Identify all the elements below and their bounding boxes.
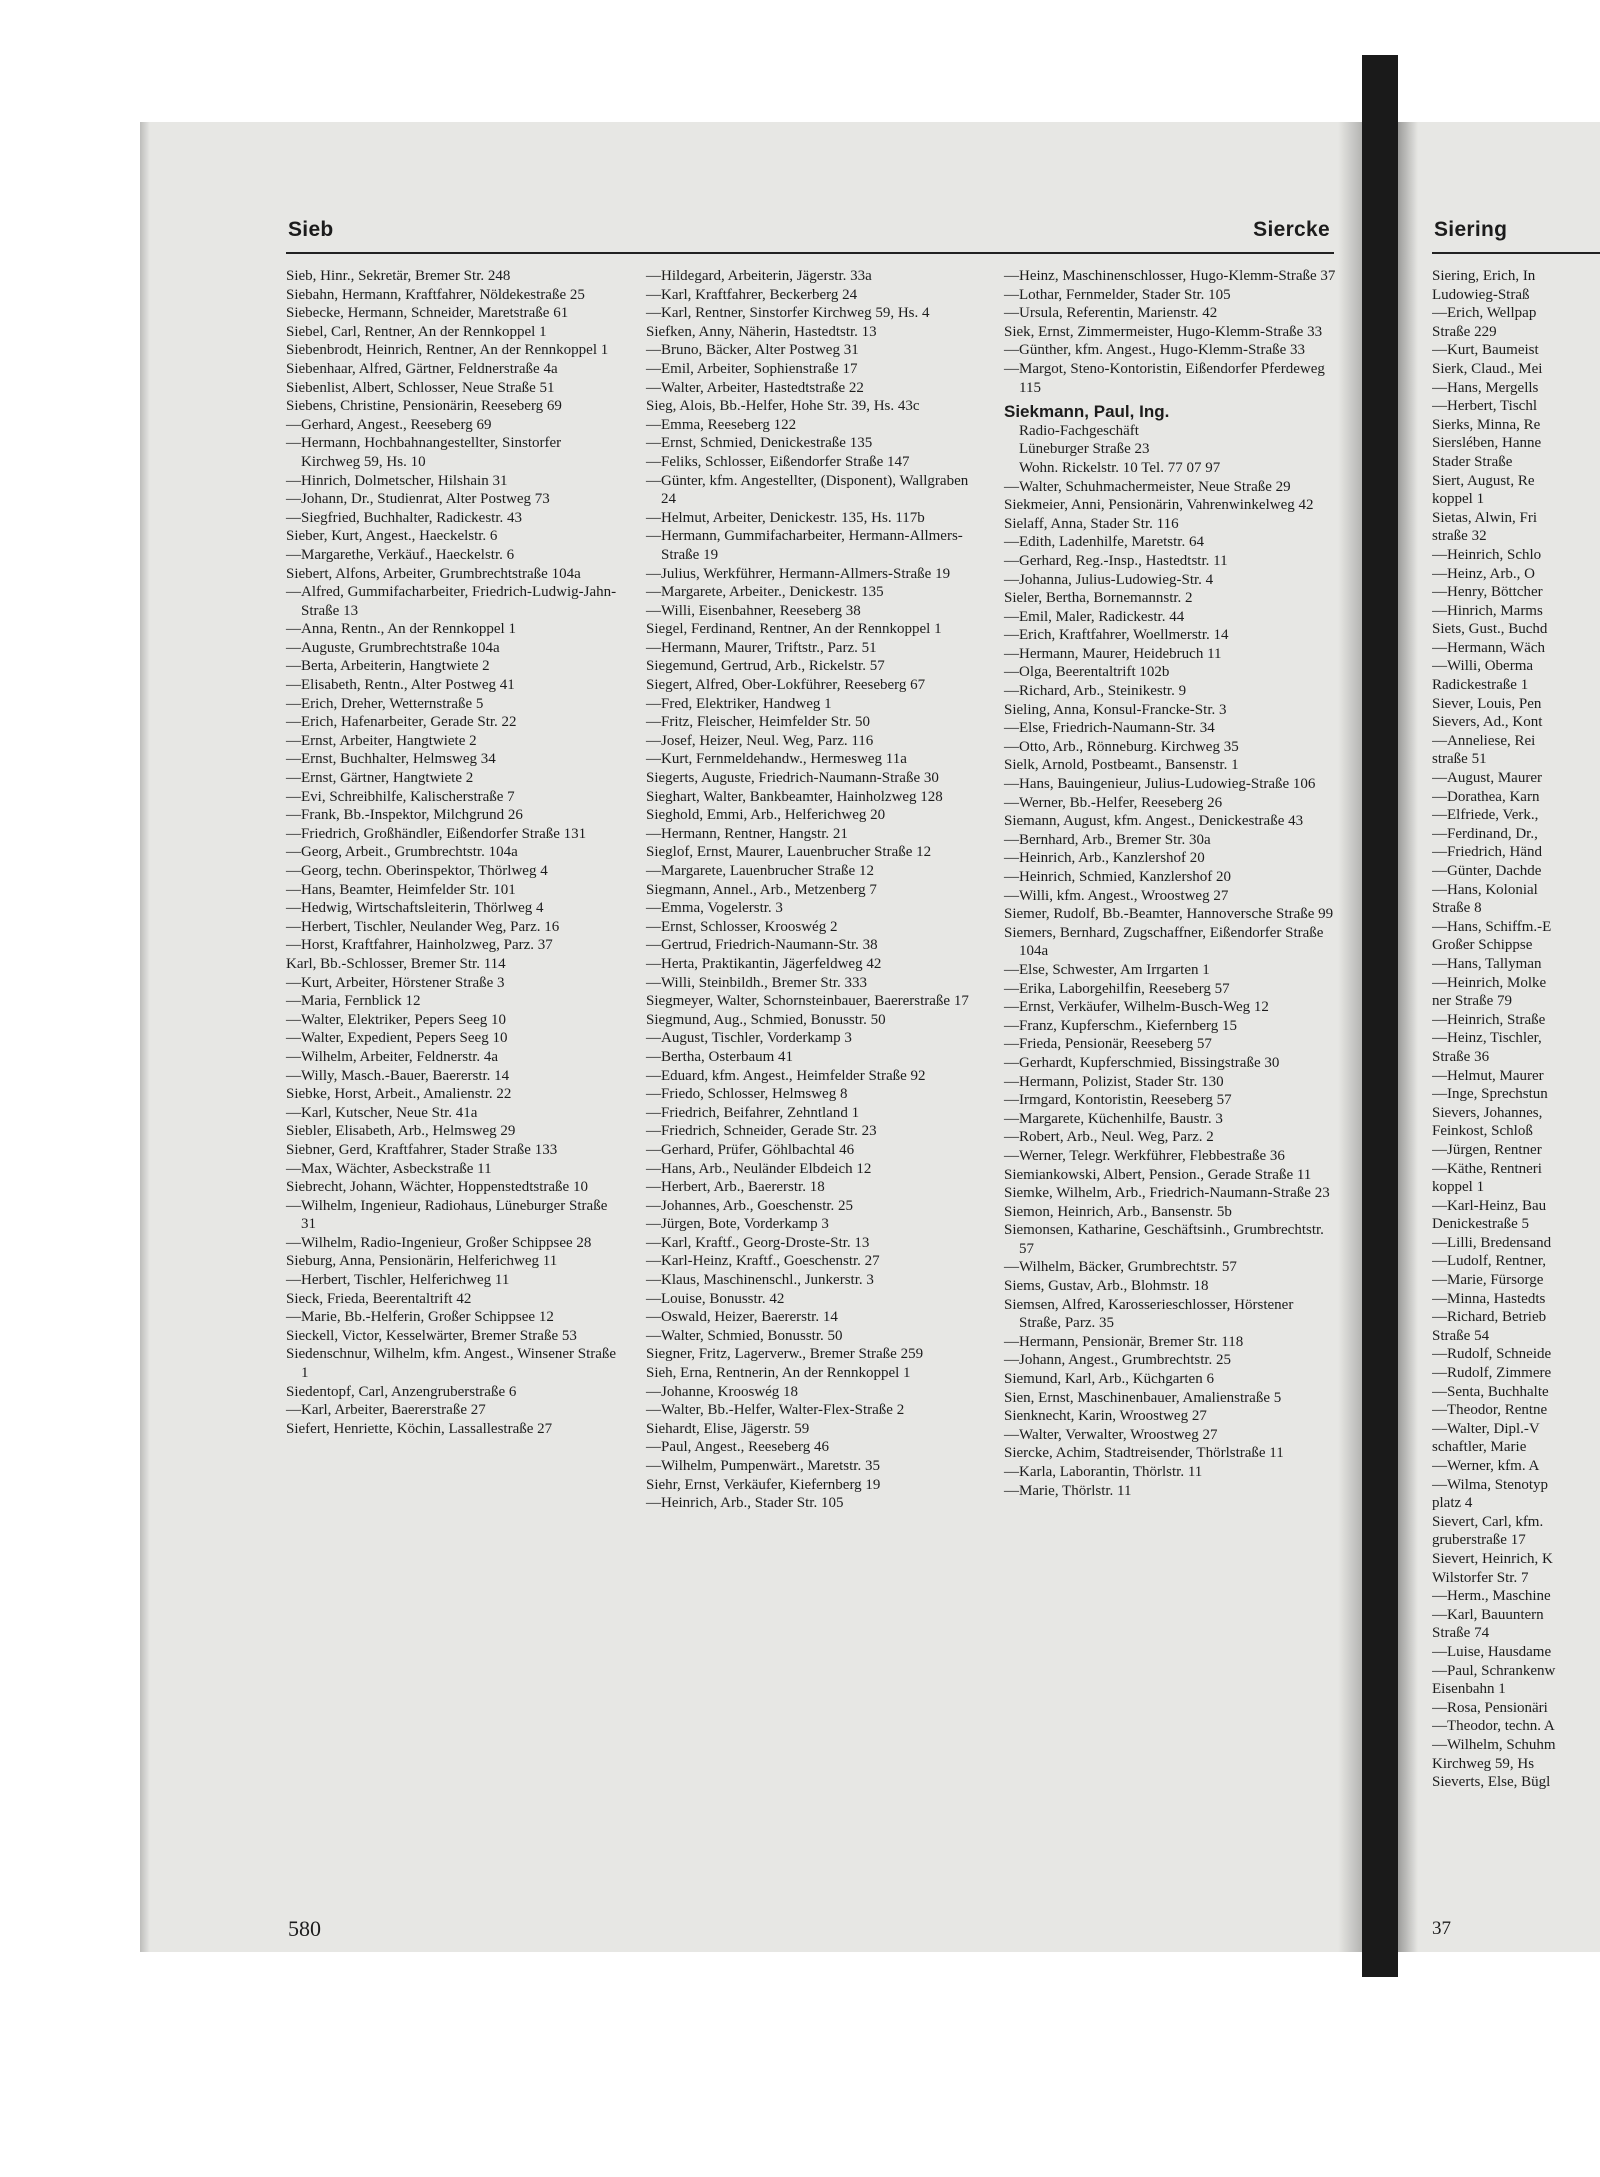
directory-entry: Wohn. Rickelstr. 10 Tel. 77 07 97 xyxy=(1019,459,1221,476)
directory-entry: Siegerts, Auguste, Friedrich-Naumann-Straße 30 xyxy=(646,770,939,787)
directory-entry: Siemers, Bernhard, Zugschaffner, Eißendorfer Straße 104a xyxy=(1004,924,1324,960)
directory-entry: —Karl, Kraftfahrer, Beckerberg 24 xyxy=(646,286,858,303)
directory-entry: —Feliks, Schlosser, Eißendorfer Straße 147 xyxy=(646,453,910,470)
directory-entry: —Walter, Schmied, Bonusstr. 50 xyxy=(646,1327,843,1344)
directory-entry: —Hans, Beamter, Heimfelder Str. 101 xyxy=(286,881,516,898)
directory-entry: —Hinrich, Dolmetscher, Hilshain 31 xyxy=(286,472,508,489)
directory-entry: —Kurt, Arbeiter, Hörstener Straße 3 xyxy=(286,974,505,991)
directory-entry: —Emil, Arbeiter, Sophienstraße 17 xyxy=(646,360,858,377)
directory-entry: —Heinz, Arb., O xyxy=(1432,565,1535,582)
directory-entry: Stader Straße xyxy=(1432,453,1513,470)
directory-entry: —Walter, Elektriker, Pepers Seeg 10 xyxy=(286,1011,507,1028)
directory-entry: —Ferdinand, Dr., xyxy=(1432,825,1538,842)
directory-entry: —Ursula, Referentin, Marienstr. 42 xyxy=(1004,305,1218,322)
directory-entry: —Helmut, Maurer xyxy=(1432,1067,1544,1084)
directory-entry: —Elisabeth, Rentn., Alter Postweg 41 xyxy=(286,677,515,694)
directory-entry: —Marie, Fürsorge xyxy=(1432,1272,1544,1289)
directory-entry: Sieburg, Anna, Pensionärin, Helferichweg 11 xyxy=(286,1253,558,1270)
directory-entry: Sieler, Bertha, Bornemannstr. 2 xyxy=(1004,590,1193,607)
directory-entry: Siemon, Heinrich, Arb., Bansenstr. 5b xyxy=(1004,1203,1232,1220)
directory-entry: —Erich, Dreher, Wetternstraße 5 xyxy=(286,695,484,712)
directory-entry: straße 51 xyxy=(1432,751,1487,768)
directory-entry: —Heinrich, Arb., Stader Str. 105 xyxy=(646,1495,844,1512)
directory-entry: —Luise, Hausdame xyxy=(1432,1643,1552,1660)
directory-entry: Sieb, Hinr., Sekretär, Bremer Str. 248 xyxy=(286,268,511,284)
directory-entry: —Olga, Beerentaltrift 102b xyxy=(1004,664,1170,681)
directory-entry: —Ernst, Gärtner, Hangtwiete 2 xyxy=(286,770,474,787)
directory-entry: Wilstorfer Str. 7 xyxy=(1432,1569,1529,1586)
directory-entry: —Hedwig, Wirtschaftsleiterin, Thörlweg 4 xyxy=(286,900,544,917)
directory-entry: —Lothar, Fernmelder, Stader Str. 105 xyxy=(1004,286,1231,303)
directory-entry: —Karl-Heinz, Kraftf., Goeschenstr. 27 xyxy=(646,1253,880,1270)
directory-entry: koppel 1 xyxy=(1432,491,1485,508)
directory-entry: Siegert, Alfred, Ober-Lokführer, Reeseberg 67 xyxy=(646,677,926,694)
directory-entry: —Hans, Arb., Neuländer Elbdeich 12 xyxy=(646,1160,872,1177)
directory-entry: —Josef, Heizer, Neul. Weg, Parz. 116 xyxy=(646,732,874,749)
directory-entry: Siefert, Henriette, Köchin, Lassallestraße 27 xyxy=(286,1420,553,1437)
directory-entry: Siemann, August, kfm. Angest., Denickestraße 43 xyxy=(1004,813,1304,830)
directory-entry: —Herm., Maschine xyxy=(1432,1588,1551,1605)
directory-entry: Kirchweg 59, Hs xyxy=(1432,1755,1535,1772)
directory-entry: —Herta, Praktikantin, Jägerfeldweg 42 xyxy=(646,955,882,972)
directory-entry: —Rosa, Pensionäri xyxy=(1432,1699,1548,1716)
directory-entry: Radio-Fachgeschäft xyxy=(1019,422,1139,439)
directory-entry: Radickestraße 1 xyxy=(1432,677,1529,694)
directory-entry: straße 32 xyxy=(1432,528,1487,545)
directory-entry: —Johann, Dr., Studienrat, Alter Postweg 73 xyxy=(286,491,550,508)
column-3-upper-entries xyxy=(1004,267,1336,397)
directory-entry: —Walter, Schuhmachermeister, Neue Straße 29 xyxy=(1004,478,1291,495)
directory-entry: —Fred, Elektriker, Handweg 1 xyxy=(646,695,832,712)
directory-entry: Siemer, Rudolf, Bb.-Beamter, Hannoversche Straße 99 xyxy=(1004,906,1334,923)
directory-entry: —Wilhelm, Schuhm xyxy=(1432,1736,1556,1753)
directory-entry: —Friedrich, Schneider, Gerade Str. 23 xyxy=(646,1123,877,1140)
directory-entry: —August, Maurer xyxy=(1432,770,1542,787)
directory-entry: —Wilma, Stenotyp xyxy=(1432,1476,1549,1493)
directory-entry: —Helmut, Arbeiter, Denickestr. 135, Hs. 117b xyxy=(646,509,925,526)
directory-entry: —Emma, Reeseberg 122 xyxy=(646,416,797,433)
directory-entry: —Günther, kfm. Angest., Hugo-Klemm-Straße 33 xyxy=(1004,342,1306,359)
directory-entry: —Heinz, Maschinenschlosser, Hugo-Klemm-Straße 37 xyxy=(1004,268,1336,284)
directory-entry: —Bernhard, Arb., Bremer Str. 30a xyxy=(1004,831,1211,848)
directory-entry: —Walter, Dipl.-V xyxy=(1432,1420,1540,1437)
directory-entry: —Erika, Laborgehilfin, Reeseberg 57 xyxy=(1004,980,1230,997)
directory-entry: Sierks, Minna, Re xyxy=(1432,416,1541,433)
directory-entry: —Rudolf, Schneide xyxy=(1432,1346,1552,1363)
directory-entry: Sievers, Ad., Kont xyxy=(1432,714,1543,731)
directory-entry: Straße 36 xyxy=(1432,1048,1490,1065)
directory-entry: —Senta, Buchhalte xyxy=(1432,1383,1549,1400)
book-gutter xyxy=(1362,55,1398,1977)
directory-entry: —Herbert, Arb., Baererstr. 18 xyxy=(646,1179,825,1196)
directory-entry: Sielaff, Anna, Stader Str. 116 xyxy=(1004,515,1179,532)
directory-entry: Sierk, Claud., Mei xyxy=(1432,360,1543,377)
directory-entry: Siek, Ernst, Zimmermeister, Hugo-Klemm-Straße 33 xyxy=(1004,323,1323,340)
directory-entry: Sieber, Kurt, Angest., Haeckelstr. 6 xyxy=(286,528,498,545)
directory-entry: —Marie, Thörlstr. 11 xyxy=(1004,1482,1132,1499)
directory-entry: —Johanne, Krooswég 18 xyxy=(646,1383,799,1400)
directory-entry: —Siegfried, Buchhalter, Radickestr. 43 xyxy=(286,509,523,526)
directory-entry: —Margarete, Arbeiter., Denickestr. 135 xyxy=(646,584,884,601)
directory-entry: —August, Tischler, Vorderkamp 3 xyxy=(646,1030,852,1047)
directory-entry: —Paul, Angest., Reeseberg 46 xyxy=(646,1439,830,1456)
running-head-right: Siercke xyxy=(1253,218,1330,241)
directory-entry: —Margarethe, Verkäuf., Haeckelstr. 6 xyxy=(286,546,515,563)
directory-entry: Siegemund, Gertrud, Arb., Rickelstr. 57 xyxy=(646,658,885,675)
directory-entry: —Hermann, Wäch xyxy=(1432,639,1546,656)
directory-entry: —Kurt, Fernmeldehandw., Hermesweg 11a xyxy=(646,751,907,768)
directory-entry: —Werner, Bb.-Helfer, Reeseberg 26 xyxy=(1004,794,1223,811)
directory-entry: Siegmeyer, Walter, Schornsteinbauer, Baererstraße 17 xyxy=(646,993,969,1010)
directory-entry: Karl, Bb.-Schlosser, Bremer Str. 114 xyxy=(286,955,506,972)
directory-entry: —Frieda, Pensionär, Reeseberg 57 xyxy=(1004,1036,1212,1053)
directory-entry: —Herbert, Tischl xyxy=(1432,398,1537,415)
directory-entry: —Georg, techn. Oberinspektor, Thörlweg 4 xyxy=(286,863,548,879)
directory-entry: Feinkost, Schloß xyxy=(1432,1123,1533,1140)
directory-entry: —Walter, Verwalter, Wroostweg 27 xyxy=(1004,1426,1218,1443)
directory-entry: —Gerhard, Reg.-Insp., Hastedtstr. 11 xyxy=(1004,552,1228,569)
directory-entry: —Johannes, Arb., Goeschenstr. 25 xyxy=(646,1197,854,1214)
directory-entry: —Theodor, techn. A xyxy=(1432,1718,1555,1735)
directory-entry: —Kurt, Baumeist xyxy=(1432,342,1539,359)
directory-entry: Straße 74 xyxy=(1432,1625,1490,1642)
directory-entry: Siedenschnur, Wilhelm, kfm. Angest., Winsener Straße 1 xyxy=(286,1346,617,1382)
directory-entry: Sieghold, Emmi, Arb., Helferichweg 20 xyxy=(646,807,886,824)
directory-entry: Siert, August, Re xyxy=(1432,472,1535,489)
directory-entry: —Gerhardt, Kupferschmied, Bissingstraße 30 xyxy=(1004,1054,1280,1071)
directory-entry: Siebecke, Hermann, Schneider, Maretstraße 61 xyxy=(286,305,569,322)
directory-entry: —Wilhelm, Radio-Ingenieur, Großer Schippsee 28 xyxy=(286,1234,592,1251)
directory-entry: —Hermann, Polizist, Stader Str. 130 xyxy=(1004,1073,1224,1090)
directory-entry: Sien, Ernst, Maschinenbauer, Amalienstraße 5 xyxy=(1004,1389,1282,1406)
directory-entry: Siets, Gust., Buchd xyxy=(1432,621,1548,638)
directory-entry: —Karla, Laborantin, Thörlstr. 11 xyxy=(1004,1464,1203,1480)
directory-entry: —Henry, Böttcher xyxy=(1432,584,1543,601)
directory-entry: —Robert, Arb., Neul. Weg, Parz. 2 xyxy=(1004,1129,1214,1146)
directory-entry: Siebert, Alfons, Arbeiter, Grumbrechtstraße 104a xyxy=(286,565,581,582)
directory-entry: Sieverts, Else, Bügl xyxy=(1432,1774,1551,1791)
directory-entry: —Wilhelm, Arbeiter, Feldnerstr. 4a xyxy=(286,1048,499,1065)
directory-entry: Siebenlist, Albert, Schlosser, Neue Straße 51 xyxy=(286,379,555,396)
directory-entry: —Hermann, Maurer, Triftstr., Parz. 51 xyxy=(646,639,877,656)
directory-entry: —Emma, Vogelerstr. 3 xyxy=(646,900,783,917)
directory-entry: —Walter, Bb.-Helfer, Walter-Flex-Straße 2 xyxy=(646,1402,905,1419)
directory-entry: —Heinz, Tischler, xyxy=(1432,1030,1542,1047)
directory-entry: Sievert, Heinrich, K xyxy=(1432,1550,1553,1567)
directory-entry: —Rudolf, Zimmere xyxy=(1432,1365,1552,1382)
directory-entry: —Wilhelm, Pumpenwärt., Maretstr. 35 xyxy=(646,1458,880,1474)
directory-entry: Siehr, Ernst, Verkäufer, Kiefernberg 19 xyxy=(646,1476,881,1493)
directory-entry: Straße 229 xyxy=(1432,323,1497,340)
directory-entry: —Gerhard, Angest., Reeseberg 69 xyxy=(286,416,492,433)
directory-entry: —Johann, Angest., Grumbrechtstr. 25 xyxy=(1004,1352,1232,1369)
directory-entry: —Herbert, Tischler, Neulander Weg, Parz. 16 xyxy=(286,918,560,935)
directory-entry: —Karl, Kutscher, Neue Str. 41a xyxy=(286,1104,478,1121)
directory-entry: —Heinrich, Arb., Kanzlershof 20 xyxy=(1004,850,1205,867)
directory-entry: —Evi, Schreibhilfe, Kalischerstraße 7 xyxy=(286,788,515,805)
directory-entry: —Erich, Hafenarbeiter, Gerade Str. 22 xyxy=(286,714,517,731)
directory-entry: —Lilli, Bredensand xyxy=(1432,1234,1552,1251)
directory-entry: —Georg, Arbeit., Grumbrechtstr. 104a xyxy=(286,844,518,861)
directory-entry: —Willi, kfm. Angest., Wroostweg 27 xyxy=(1004,887,1229,904)
directory-entry: —Willy, Masch.-Bauer, Baererstr. 14 xyxy=(286,1067,510,1084)
column-3-lower-entries xyxy=(1004,478,1336,1501)
directory-entry: Sieling, Anna, Konsul-Francke-Str. 3 xyxy=(1004,701,1227,718)
directory-entry: —Anna, Rentn., An der Rennkoppel 1 xyxy=(286,621,516,638)
directory-entry: —Hermann, Maurer, Heidebruch 11 xyxy=(1004,645,1222,662)
directory-entry: —Ernst, Buchhalter, Helmsweg 34 xyxy=(286,751,496,768)
directory-entry: Siebahn, Hermann, Kraftfahrer, Nöldekestraße 25 xyxy=(286,286,585,303)
running-head xyxy=(286,212,1334,254)
directory-column-1 xyxy=(286,267,618,1438)
directory-entry: Siebke, Horst, Arbeit., Amalienstr. 22 xyxy=(286,1086,512,1103)
directory-entry: Siemonsen, Katharine, Geschäftsinh., Grumbrechtstr. 57 xyxy=(1004,1222,1324,1257)
running-head-left: Sieb xyxy=(288,218,334,241)
right-page-column xyxy=(1432,267,1600,1792)
directory-entry: Siegner, Fritz, Lagerverw., Bremer Straße 259 xyxy=(646,1346,924,1363)
directory-entry: —Else, Friedrich-Naumann-Str. 34 xyxy=(1004,720,1215,737)
directory-entry: —Oswald, Heizer, Baererstr. 14 xyxy=(646,1309,838,1326)
directory-entry: —Julius, Werkführer, Hermann-Allmers-Straße 19 xyxy=(646,565,951,582)
directory-entry: —Minna, Hastedts xyxy=(1432,1290,1546,1307)
directory-entry: Siebrecht, Johann, Wächter, Hoppenstedtstraße 10 xyxy=(286,1179,588,1196)
directory-entry: —Karl, Bauuntern xyxy=(1432,1606,1544,1623)
directory-entry: —Fritz, Fleischer, Heimfelder Str. 50 xyxy=(646,714,870,731)
directory-column-2 xyxy=(646,267,978,1513)
business-entry-name: Siekmann, Paul, Ing. xyxy=(1004,402,1170,422)
directory-entry: —Edith, Ladenhilfe, Maretstr. 64 xyxy=(1004,534,1204,551)
directory-entry: Siefken, Anny, Näherin, Hastedtstr. 13 xyxy=(646,323,877,340)
directory-entry: —Heinrich, Schmied, Kanzlershof 20 xyxy=(1004,869,1232,885)
directory-entry: Siems, Gustav, Arb., Blohmstr. 18 xyxy=(1004,1278,1209,1295)
directory-entry: —Friedo, Schlosser, Helmsweg 8 xyxy=(646,1086,848,1103)
directory-entry: Ludowieg-Straß xyxy=(1432,286,1530,303)
gutter-shade-right xyxy=(1398,122,1418,1952)
directory-entry: —Hildegard, Arbeiterin, Jägerstr. 33a xyxy=(646,268,872,284)
directory-entry: —Friedrich, Beifahrer, Zehntland 1 xyxy=(646,1104,860,1121)
directory-entry: Großer Schippse xyxy=(1432,937,1533,954)
business-entry-details xyxy=(1004,422,1336,478)
directory-entry: —Werner, kfm. A xyxy=(1432,1458,1540,1474)
directory-entry: Sietas, Alwin, Fri xyxy=(1432,509,1538,526)
directory-entry: —Walter, Arbeiter, Hastedtstraße 22 xyxy=(646,379,864,396)
directory-entry: —Margarete, Lauenbrucher Straße 12 xyxy=(646,863,874,879)
directory-entry: —Werner, Telegr. Werkführer, Flebbestraße 36 xyxy=(1004,1147,1285,1164)
directory-entry: —Wilhelm, Ingenieur, Radiohaus, Lüneburger Straße 31 xyxy=(286,1197,608,1233)
directory-entry: —Heinrich, Molke xyxy=(1432,974,1547,991)
directory-entry: Siehardt, Elise, Jägerstr. 59 xyxy=(646,1420,810,1437)
running-head-right-page xyxy=(1432,212,1600,254)
running-head-right-page-title: Siering xyxy=(1434,218,1508,241)
directory-entry: —Margot, Steno-Kontoristin, Eißendorfer Pferdeweg 115 xyxy=(1004,360,1325,396)
directory-entry: —Gertrud, Friedrich-Naumann-Str. 38 xyxy=(646,937,878,954)
directory-entry: platz 4 xyxy=(1432,1495,1473,1512)
directory-entry: —Berta, Arbeiterin, Hangtwiete 2 xyxy=(286,658,490,675)
directory-entry: Siemiankowski, Albert, Pension., Gerade Straße 11 xyxy=(1004,1166,1312,1183)
directory-entry: —Friedrich, Großhändler, Eißendorfer Straße 131 xyxy=(286,825,587,842)
directory-entry: Siering, Erich, In xyxy=(1432,268,1536,284)
directory-entry: —Karl, Arbeiter, Baererstraße 27 xyxy=(286,1402,486,1419)
directory-entry: Straße 8 xyxy=(1432,900,1482,917)
directory-entry: —Ludolf, Rentner, xyxy=(1432,1253,1546,1270)
directory-entry: —Friedrich, Händ xyxy=(1432,844,1542,861)
directory-entry: —Hans, Schiffm.-E xyxy=(1432,918,1552,935)
directory-entry: —Marie, Bb.-Helferin, Großer Schippsee 12 xyxy=(286,1309,554,1326)
directory-entry: —Jürgen, Rentner xyxy=(1432,1141,1542,1158)
directory-entry: Sieh, Erna, Rentnerin, An der Rennkoppel 1 xyxy=(646,1365,911,1382)
directory-entry: —Hans, Kolonial xyxy=(1432,881,1538,898)
directory-entry: Sienknecht, Karin, Wroostweg 27 xyxy=(1004,1408,1207,1425)
directory-entry: Siegel, Ferdinand, Rentner, An der Rennkoppel 1 xyxy=(646,621,942,638)
directory-entry: Eisenbahn 1 xyxy=(1432,1681,1506,1698)
directory-entry: —Theodor, Rentne xyxy=(1432,1402,1548,1419)
directory-entry: Siebler, Elisabeth, Arb., Helmsweg 29 xyxy=(286,1123,516,1140)
directory-entry: —Johanna, Julius-Ludowieg-Str. 4 xyxy=(1004,571,1214,588)
directory-entry: —Frank, Bb.-Inspektor, Milchgrund 26 xyxy=(286,807,523,824)
directory-entry: —Karl, Rentner, Sinstorfer Kirchweg 59, Hs. 4 xyxy=(646,305,930,322)
directory-entry: Siemke, Wilhelm, Arb., Friedrich-Naumann-Straße 23 xyxy=(1004,1185,1330,1202)
directory-entry: Sieglof, Ernst, Maurer, Lauenbrucher Straße 12 xyxy=(646,844,932,861)
directory-entry: —Hans, Bauingenieur, Julius-Ludowieg-Straße 106 xyxy=(1004,776,1316,793)
directory-entry: Sieckell, Victor, Kesselwärter, Bremer Straße 53 xyxy=(286,1327,577,1344)
directory-entry: Lüneburger Straße 23 xyxy=(1019,441,1150,458)
directory-entry: —Else, Schwester, Am Irrgarten 1 xyxy=(1004,961,1210,978)
directory-entry: Sieghart, Walter, Bankbeamter, Hainholzweg 128 xyxy=(646,788,943,805)
directory-entry: —Inge, Sprechstun xyxy=(1432,1086,1548,1103)
directory-entry: —Hans, Tallyman xyxy=(1432,955,1542,972)
directory-entry: —Gerhard, Prüfer, Göhlbachtal 46 xyxy=(646,1141,855,1158)
directory-entry: —Maria, Fernblick 12 xyxy=(286,993,421,1010)
directory-entry: —Günter, kfm. Angestellter, (Disponent), Wallgraben 24 xyxy=(646,472,969,508)
directory-entry: Sierslében, Hanne xyxy=(1432,435,1542,452)
directory-entry: schaftler, Marie xyxy=(1432,1439,1527,1456)
directory-entry: —Wilhelm, Bäcker, Grumbrechtstr. 57 xyxy=(1004,1259,1237,1276)
directory-entry: —Hermann, Pensionär, Bremer Str. 118 xyxy=(1004,1333,1244,1350)
directory-entry: —Bertha, Osterbaum 41 xyxy=(646,1048,794,1065)
directory-entry: Siebenbrodt, Heinrich, Rentner, An der Rennkoppel 1 xyxy=(286,342,609,359)
directory-entry: —Heinrich, Straße xyxy=(1432,1011,1546,1028)
directory-entry: Sievert, Carl, kfm. xyxy=(1432,1513,1544,1530)
directory-entry: Siedentopf, Carl, Anzengruberstraße 6 xyxy=(286,1383,517,1400)
directory-entry: Siever, Louis, Pen xyxy=(1432,695,1542,712)
directory-entry: —Paul, Schrankenw xyxy=(1432,1662,1556,1679)
directory-entry: Siekmeier, Anni, Pensionärin, Vahrenwinkelweg 42 xyxy=(1004,497,1314,514)
directory-entry: —Hans, Mergells xyxy=(1432,379,1539,396)
directory-entry: —Margarete, Küchenhilfe, Baustr. 3 xyxy=(1004,1110,1223,1127)
left-page xyxy=(286,212,1334,1952)
directory-entry: —Willi, Eisenbahner, Reeseberg 38 xyxy=(646,602,861,619)
directory-entry: Sieck, Frieda, Beerentaltrift 42 xyxy=(286,1290,472,1307)
directory-entry: —Günter, Dachde xyxy=(1432,863,1542,879)
directory-entry: Siegmund, Aug., Schmied, Bonusstr. 50 xyxy=(646,1011,886,1028)
directory-entry: —Karl-Heinz, Bau xyxy=(1432,1197,1547,1214)
directory-entry: gruberstraße 17 xyxy=(1432,1532,1526,1549)
gutter-shade-left xyxy=(1338,122,1362,1952)
directory-entry: —Ernst, Schmied, Denickestraße 135 xyxy=(646,435,873,452)
scan-edge-shadow xyxy=(140,122,150,1952)
directory-entry: Denickestraße 5 xyxy=(1432,1216,1530,1233)
directory-column-3 xyxy=(1004,267,1336,1500)
directory-entry: —Ernst, Verkäufer, Wilhelm-Busch-Weg 12 xyxy=(1004,999,1269,1016)
directory-entry: ner Straße 79 xyxy=(1432,993,1512,1010)
directory-entry: koppel 1 xyxy=(1432,1179,1485,1196)
directory-entry: Siebner, Gerd, Kraftfahrer, Stader Straße 133 xyxy=(286,1141,558,1158)
directory-entry: Sielk, Arnold, Postbeamt., Bansenstr. 1 xyxy=(1004,757,1239,774)
directory-entry: Siebel, Carl, Rentner, An der Rennkoppel 1 xyxy=(286,323,547,340)
right-page-partial xyxy=(1432,212,1600,1952)
directory-entry: —Hinrich, Marms xyxy=(1432,602,1543,619)
directory-entry: —Hermann, Gummifacharbeiter, Hermann-Allmers-Straße 19 xyxy=(646,528,963,563)
directory-entry: —Herbert, Tischler, Helferichweg 11 xyxy=(286,1272,510,1289)
directory-entry: —Emil, Maler, Radickestr. 44 xyxy=(1004,608,1185,625)
directory-entry: —Hermann, Hochbahnangestellter, Sinstorfer Kirchweg 59, Hs. 10 xyxy=(286,435,562,470)
directory-entry: Siebenhaar, Alfred, Gärtner, Feldnerstraße 4a xyxy=(286,360,558,377)
directory-entry: —Ernst, Schlosser, Krooswég 2 xyxy=(646,918,838,935)
page-number: 580 xyxy=(288,1916,321,1941)
directory-entry: —Bruno, Bäcker, Alter Postweg 31 xyxy=(646,342,859,359)
directory-entry: —Heinrich, Schlo xyxy=(1432,546,1542,563)
directory-entry: —Alfred, Gummifacharbeiter, Friedrich-Ludwig-Jahn-Straße 13 xyxy=(286,584,617,619)
directory-entry: Siebens, Christine, Pensionärin, Reeseberg 69 xyxy=(286,398,562,415)
directory-entry: —Klaus, Maschinenschl., Junkerstr. 3 xyxy=(646,1272,874,1289)
directory-entry: —Richard, Arb., Steinikestr. 9 xyxy=(1004,683,1187,700)
directory-entry: —Willi, Steinbildh., Bremer Str. 333 xyxy=(646,974,868,991)
directory-entry: —Karl, Kraftf., Georg-Droste-Str. 13 xyxy=(646,1234,870,1251)
directory-entry: —Walter, Expedient, Pepers Seeg 10 xyxy=(286,1030,508,1047)
directory-entry: Siemsen, Alfred, Karosserieschlosser, Hörstener Straße, Parz. 35 xyxy=(1004,1296,1294,1332)
directory-entry: —Ernst, Arbeiter, Hangtwiete 2 xyxy=(286,732,477,749)
directory-entry: —Eduard, kfm. Angest., Heimfelder Straße 92 xyxy=(646,1067,926,1084)
directory-entry: —Anneliese, Rei xyxy=(1432,732,1536,749)
directory-entry: —Irmgard, Kontoristin, Reeseberg 57 xyxy=(1004,1092,1232,1109)
directory-entry: —Auguste, Grumbrechtstraße 104a xyxy=(286,639,500,656)
directory-entry: Siemund, Karl, Arb., Küchgarten 6 xyxy=(1004,1371,1214,1388)
directory-entry: —Willi, Oberma xyxy=(1432,658,1534,675)
directory-entry: —Richard, Betrieb xyxy=(1432,1309,1547,1326)
directory-entry: Siercke, Achim, Stadtreisender, Thörlstraße 11 xyxy=(1004,1445,1284,1462)
directory-entry: —Horst, Kraftfahrer, Hainholzweg, Parz. 37 xyxy=(286,937,553,954)
directory-entry: —Elfriede, Verk., xyxy=(1432,807,1539,824)
directory-entry: —Max, Wächter, Asbeckstraße 11 xyxy=(286,1160,492,1177)
directory-entry: —Erich, Kraftfahrer, Woellmerstr. 14 xyxy=(1004,627,1229,644)
directory-entry: —Louise, Bonusstr. 42 xyxy=(646,1290,785,1307)
directory-entry: Straße 54 xyxy=(1432,1327,1490,1344)
directory-entry: —Erich, Wellpap xyxy=(1432,305,1537,322)
directory-entry: —Käthe, Rentneri xyxy=(1432,1160,1542,1177)
directory-entry: Sievers, Johannes, xyxy=(1432,1104,1543,1121)
directory-entry: —Otto, Arb., Rönneburg. Kirchweg 35 xyxy=(1004,738,1239,755)
directory-entry: —Dorathea, Karn xyxy=(1432,788,1540,805)
right-page-number: 37 xyxy=(1432,1918,1451,1939)
directory-entry: —Hermann, Rentner, Hangstr. 21 xyxy=(646,825,848,842)
directory-entry: —Jürgen, Bote, Vorderkamp 3 xyxy=(646,1216,829,1233)
directory-entry: Sieg, Alois, Bb.-Helfer, Hohe Str. 39, Hs. 43c xyxy=(646,398,920,415)
directory-entry: —Franz, Kupferschm., Kiefernberg 15 xyxy=(1004,1017,1237,1034)
directory-entry: Siegmann, Annel., Arb., Metzenberg 7 xyxy=(646,881,877,898)
